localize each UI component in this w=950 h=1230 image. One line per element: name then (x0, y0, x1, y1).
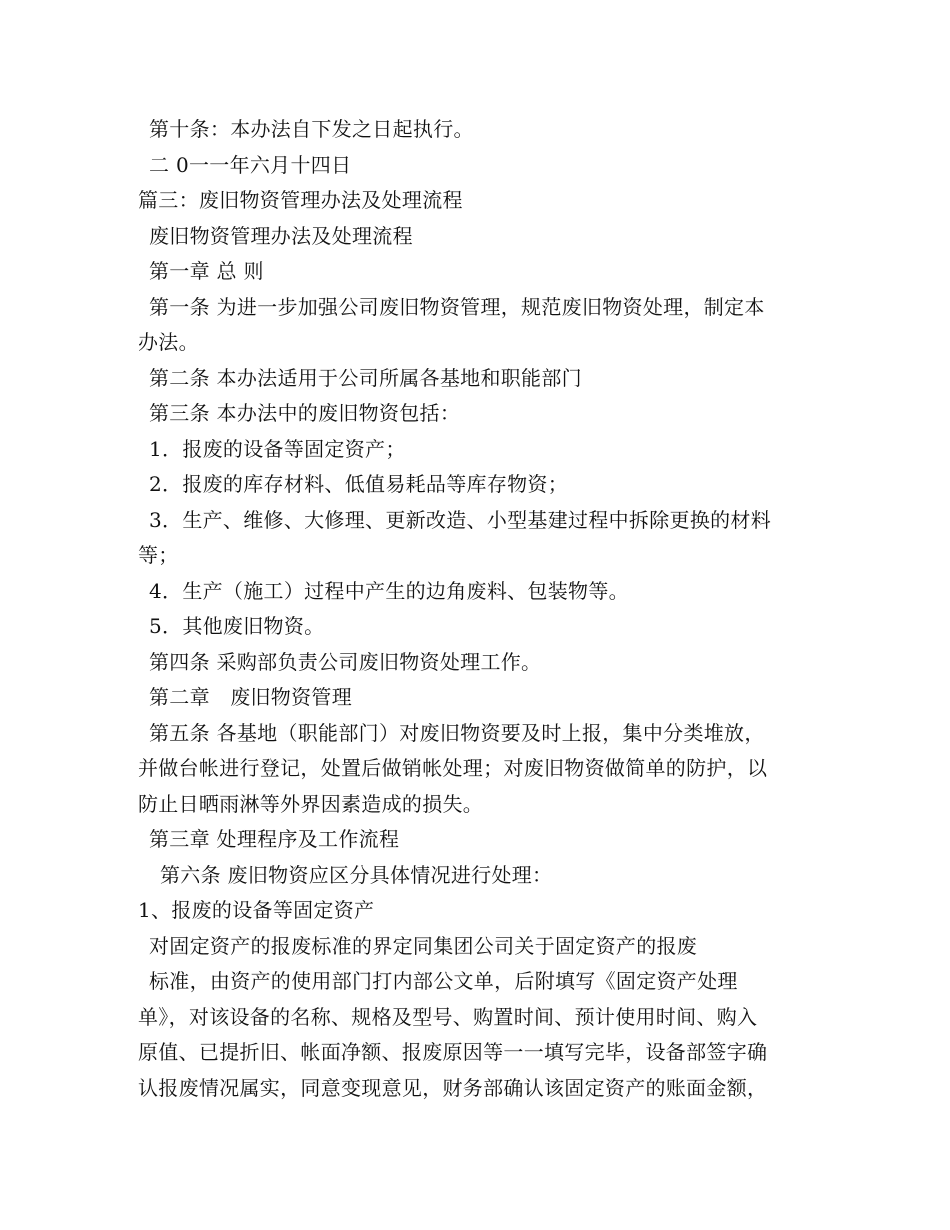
list-item: 5．其他废旧物资。 (149, 614, 325, 638)
document-title: 废旧物资管理办法及处理流程 (149, 223, 413, 248)
text-line: 认报废情况属实，同意变现意见，财务部确认该固定资产的账面金额， (138, 1075, 768, 1100)
text-line: 第五条 各基地（职能部门）对废旧物资要及时上报，集中分类堆放， (149, 720, 765, 745)
text-line: 对固定资产的报废标准的界定同集团公司关于固定资产的报废 (149, 933, 698, 958)
text-line: 防止日晒雨淋等外界因素造成的损失。 (138, 791, 484, 816)
section-heading: 篇三：废旧物资管理办法及处理流程 (138, 188, 463, 212)
list-item: 4．生产（施工）过程中产生的边角废料、包装物等。 (149, 578, 629, 603)
list-item: 1、报废的设备等固定资产 (138, 898, 375, 922)
chapter-heading: 第三章 处理程序及工作流程 (149, 827, 400, 851)
list-item: 3．生产、维修、大修理、更新改造、小型基建过程中拆除更换的材料 (149, 507, 772, 532)
chapter-heading: 第二章 废旧物资管理 (149, 685, 352, 709)
text-line: 第二条 本办法适用于公司所属各基地和职能部门 (149, 365, 582, 390)
text-line: 第三条 本办法中的废旧物资包括： (149, 401, 461, 425)
document-body (138, 112, 818, 1106)
text-line: 原值、已提折旧、帐面净额、报废原因等一一填写完毕，设备部签字确 (138, 1040, 768, 1064)
text-line: 单》，对该设备的名称、规格及型号、购置时间、预计使用时间、购入 (138, 1004, 758, 1029)
text-line: 并做台帐进行登记，处置后做销帐处理；对废旧物资做简单的防护，以 (138, 756, 768, 780)
text-line: 第十条：本办法自下发之日起执行。 (149, 117, 474, 141)
list-item: 2．报废的库存材料、低值易耗品等库存物资； (149, 472, 569, 496)
text-line: 二 0一一年六月十四日 (149, 152, 352, 177)
text-line: 办法。 (138, 330, 199, 354)
text-line: 等； (138, 543, 179, 567)
text-line: 第六条 废旧物资应区分具体情况进行处理： (160, 862, 553, 887)
text-line: 标准，由资产的使用部门打内部公文单，后附填写《固定资产处理 (149, 969, 738, 993)
list-item: 1．报废的设备等固定资产； (149, 436, 406, 461)
text-line: 第一条 为进一步加强公司废旧物资管理，规范废旧物资处理，制定本 (149, 294, 765, 319)
chapter-heading: 第一章 总 则 (149, 259, 264, 283)
text-line: 第四条 采购部负责公司废旧物资处理工作。 (149, 649, 542, 674)
